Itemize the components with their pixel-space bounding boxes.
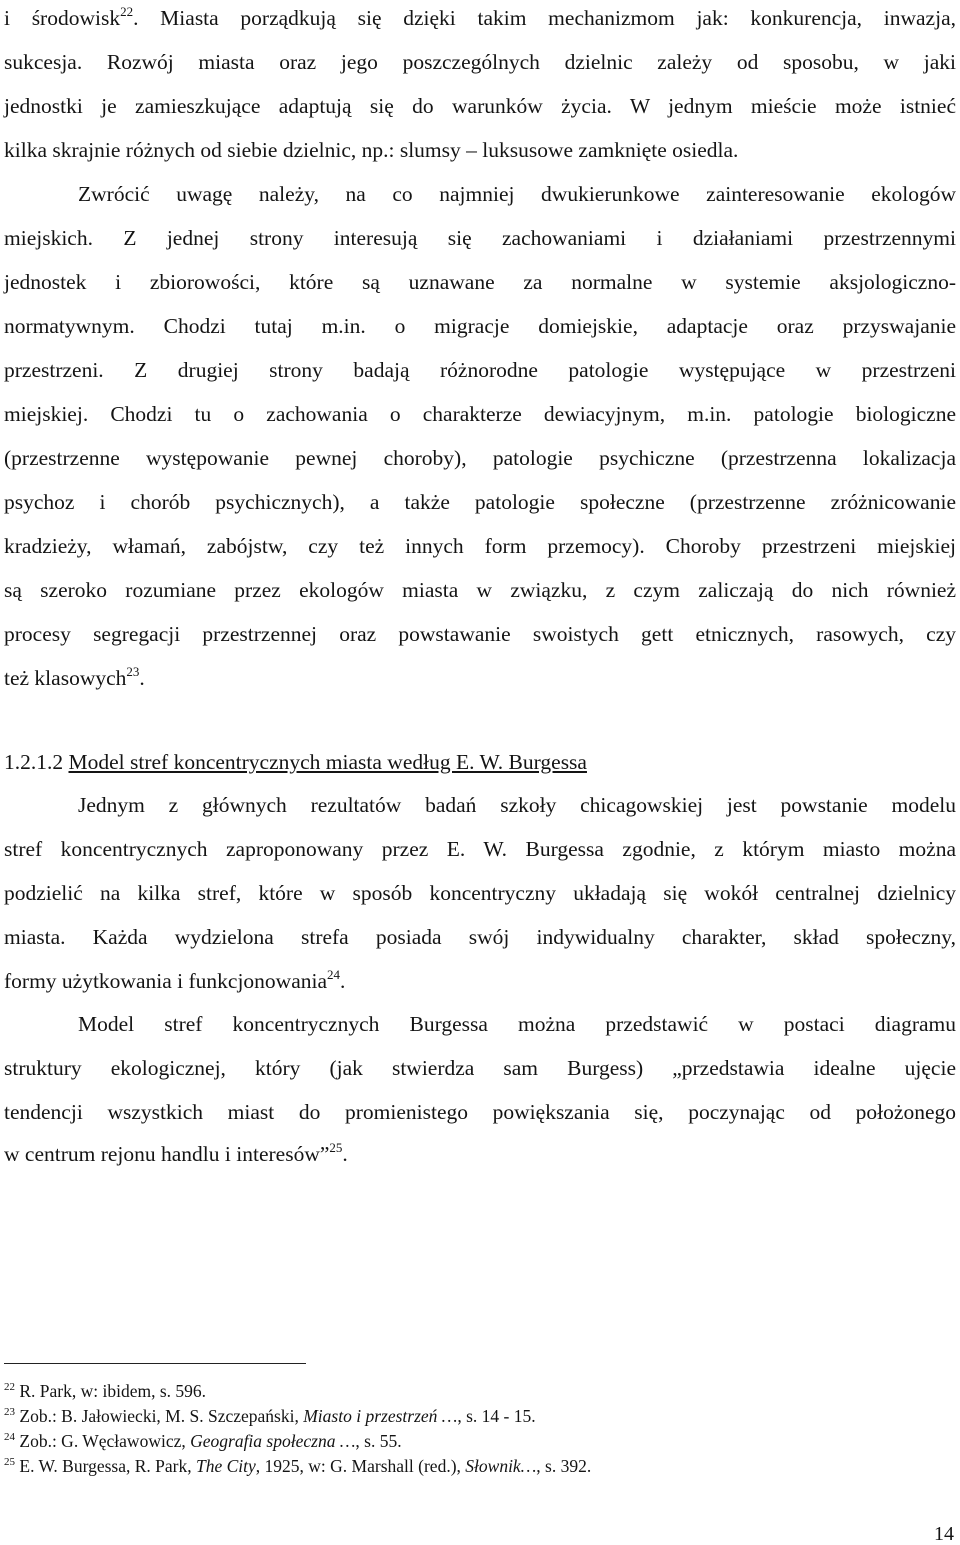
body-line: psychoz i chorób psychicznych), a także patologie społeczne (przestrzenne zróżnicowanie xyxy=(4,490,956,514)
body-line: kradzieży, włamań, zabójstw, czy też innych form przemocy). Choroby przestrzeni miejskiej xyxy=(4,534,956,558)
body-line: miejskich. Z jednej strony interesują się zachowaniami i działaniami przestrzennymi xyxy=(4,226,956,250)
body-line: tendencji wszystkich miast do promienistego powiększania się, poczynając od położonego xyxy=(4,1100,956,1124)
body-line: miejskiej. Chodzi tu o zachowania o charakterze dewiacyjnym, m.in. patologie biologiczne xyxy=(4,402,956,426)
footnote-ref[interactable]: 23 xyxy=(126,664,140,679)
footnote-number: 23 xyxy=(4,1406,15,1418)
body-line: kilka skrajnie różnych od siebie dzielnic, np.: slumsy – luksusowe zamknięte osiedla. xyxy=(4,138,739,162)
body-line: jednostki je zamieszkujące adaptują się do warunków życia. W jednym mieście może istnieć xyxy=(4,94,956,118)
body-line: formy użytkowania i funkcjonowania$^{24}$. xyxy=(4,967,346,993)
body-line: miasta. Każda wydzielona strefa posiada swój indywidualny charakter, skład społeczny, xyxy=(4,925,956,949)
body-line: przestrzeni. Z drugiej strony badają różnorodne patologie występujące w przestrzeni xyxy=(4,358,956,382)
section-title: Model stref koncentrycznych miasta według E. W. Burgessa xyxy=(68,750,587,774)
body-line: i środowisk$^{22}$. Miasta porządkują się dzięki takim mechanizmom jak: konkurencja, inwazja, xyxy=(4,4,956,30)
footnote-ref[interactable]: 24 xyxy=(327,967,341,982)
footnote-number: 25 xyxy=(4,1456,15,1468)
footnote-ref[interactable]: 25 xyxy=(329,1140,343,1155)
body-line: też klasowych$^{23}$. xyxy=(4,664,145,690)
footnote: $^{23}$ Zob.: B. Jałowiecki, M. S. Szczepański, Miasto i przestrzeń …, s. 14 - 15. xyxy=(4,1406,536,1426)
section-number: 1.2.1.2 xyxy=(4,750,69,774)
body-line: sukcesja. Rozwój miasta oraz jego poszczególnych dzielnic zależy od sposobu, w jaki xyxy=(4,50,956,74)
body-line: Jednym z głównych rezultatów badań szkoły chicagowskiej jest powstanie modelu xyxy=(78,793,956,817)
body-line: procesy segregacji przestrzennej oraz powstawanie swoistych gett etnicznych, rasowych, czy xyxy=(4,622,956,646)
footnote: $^{22}$ R. Park, w: ibidem, s. 596. xyxy=(4,1381,207,1401)
footnote: $^{25}$ E. W. Burgessa, R. Park, The City, 1925, w: G. Marshall (red.), Słownik…, s. 392. xyxy=(4,1456,592,1476)
body-line: struktury ekologicznej, który (jak stwierdza sam Burgess) „przedstawia idealne ujęcie xyxy=(4,1056,956,1080)
body-line: stref koncentrycznych zaproponowany przez E. W. Burgessa zgodnie, z którym miasto można xyxy=(4,837,956,861)
footnote-separator xyxy=(4,1363,306,1364)
page-number: 14 xyxy=(934,1523,954,1545)
footnote-number: 24 xyxy=(4,1431,15,1443)
body-line: są szeroko rozumiane przez ekologów miasta w związku, z czym zaliczają do nich również xyxy=(4,578,956,602)
footnote-number: 22 xyxy=(4,1381,15,1393)
body-line: (przestrzenne występowanie pewnej choroby), patologie psychiczne (przestrzenna lokalizacja xyxy=(4,446,956,470)
body-line: Zwrócić uwagę należy, na co najmniej dwukierunkowe zainteresowanie ekologów xyxy=(78,182,956,206)
footnote-ref[interactable]: 22 xyxy=(120,4,134,19)
body-line: w centrum rejonu handlu i interesów”$^{25}$. xyxy=(4,1140,348,1166)
section-heading xyxy=(4,748,956,776)
body-line: normatywnym. Chodzi tutaj m.in. o migracje domiejskie, adaptacje oraz przyswajanie xyxy=(4,314,956,338)
footnote: $^{24}$ Zob.: G. Węcławowicz, Geografia społeczna …, s. 55. xyxy=(4,1431,402,1451)
body-line: podzielić na kilka stref, które w sposób koncentryczny układają się wokół centralnej dzielnicy xyxy=(4,881,956,905)
body-line: jednostek i zbiorowości, które są uznawane za normalne w systemie aksjologiczno- xyxy=(4,270,956,294)
body-line: Model stref koncentrycznych Burgessa można przedstawić w postaci diagramu xyxy=(78,1012,956,1036)
